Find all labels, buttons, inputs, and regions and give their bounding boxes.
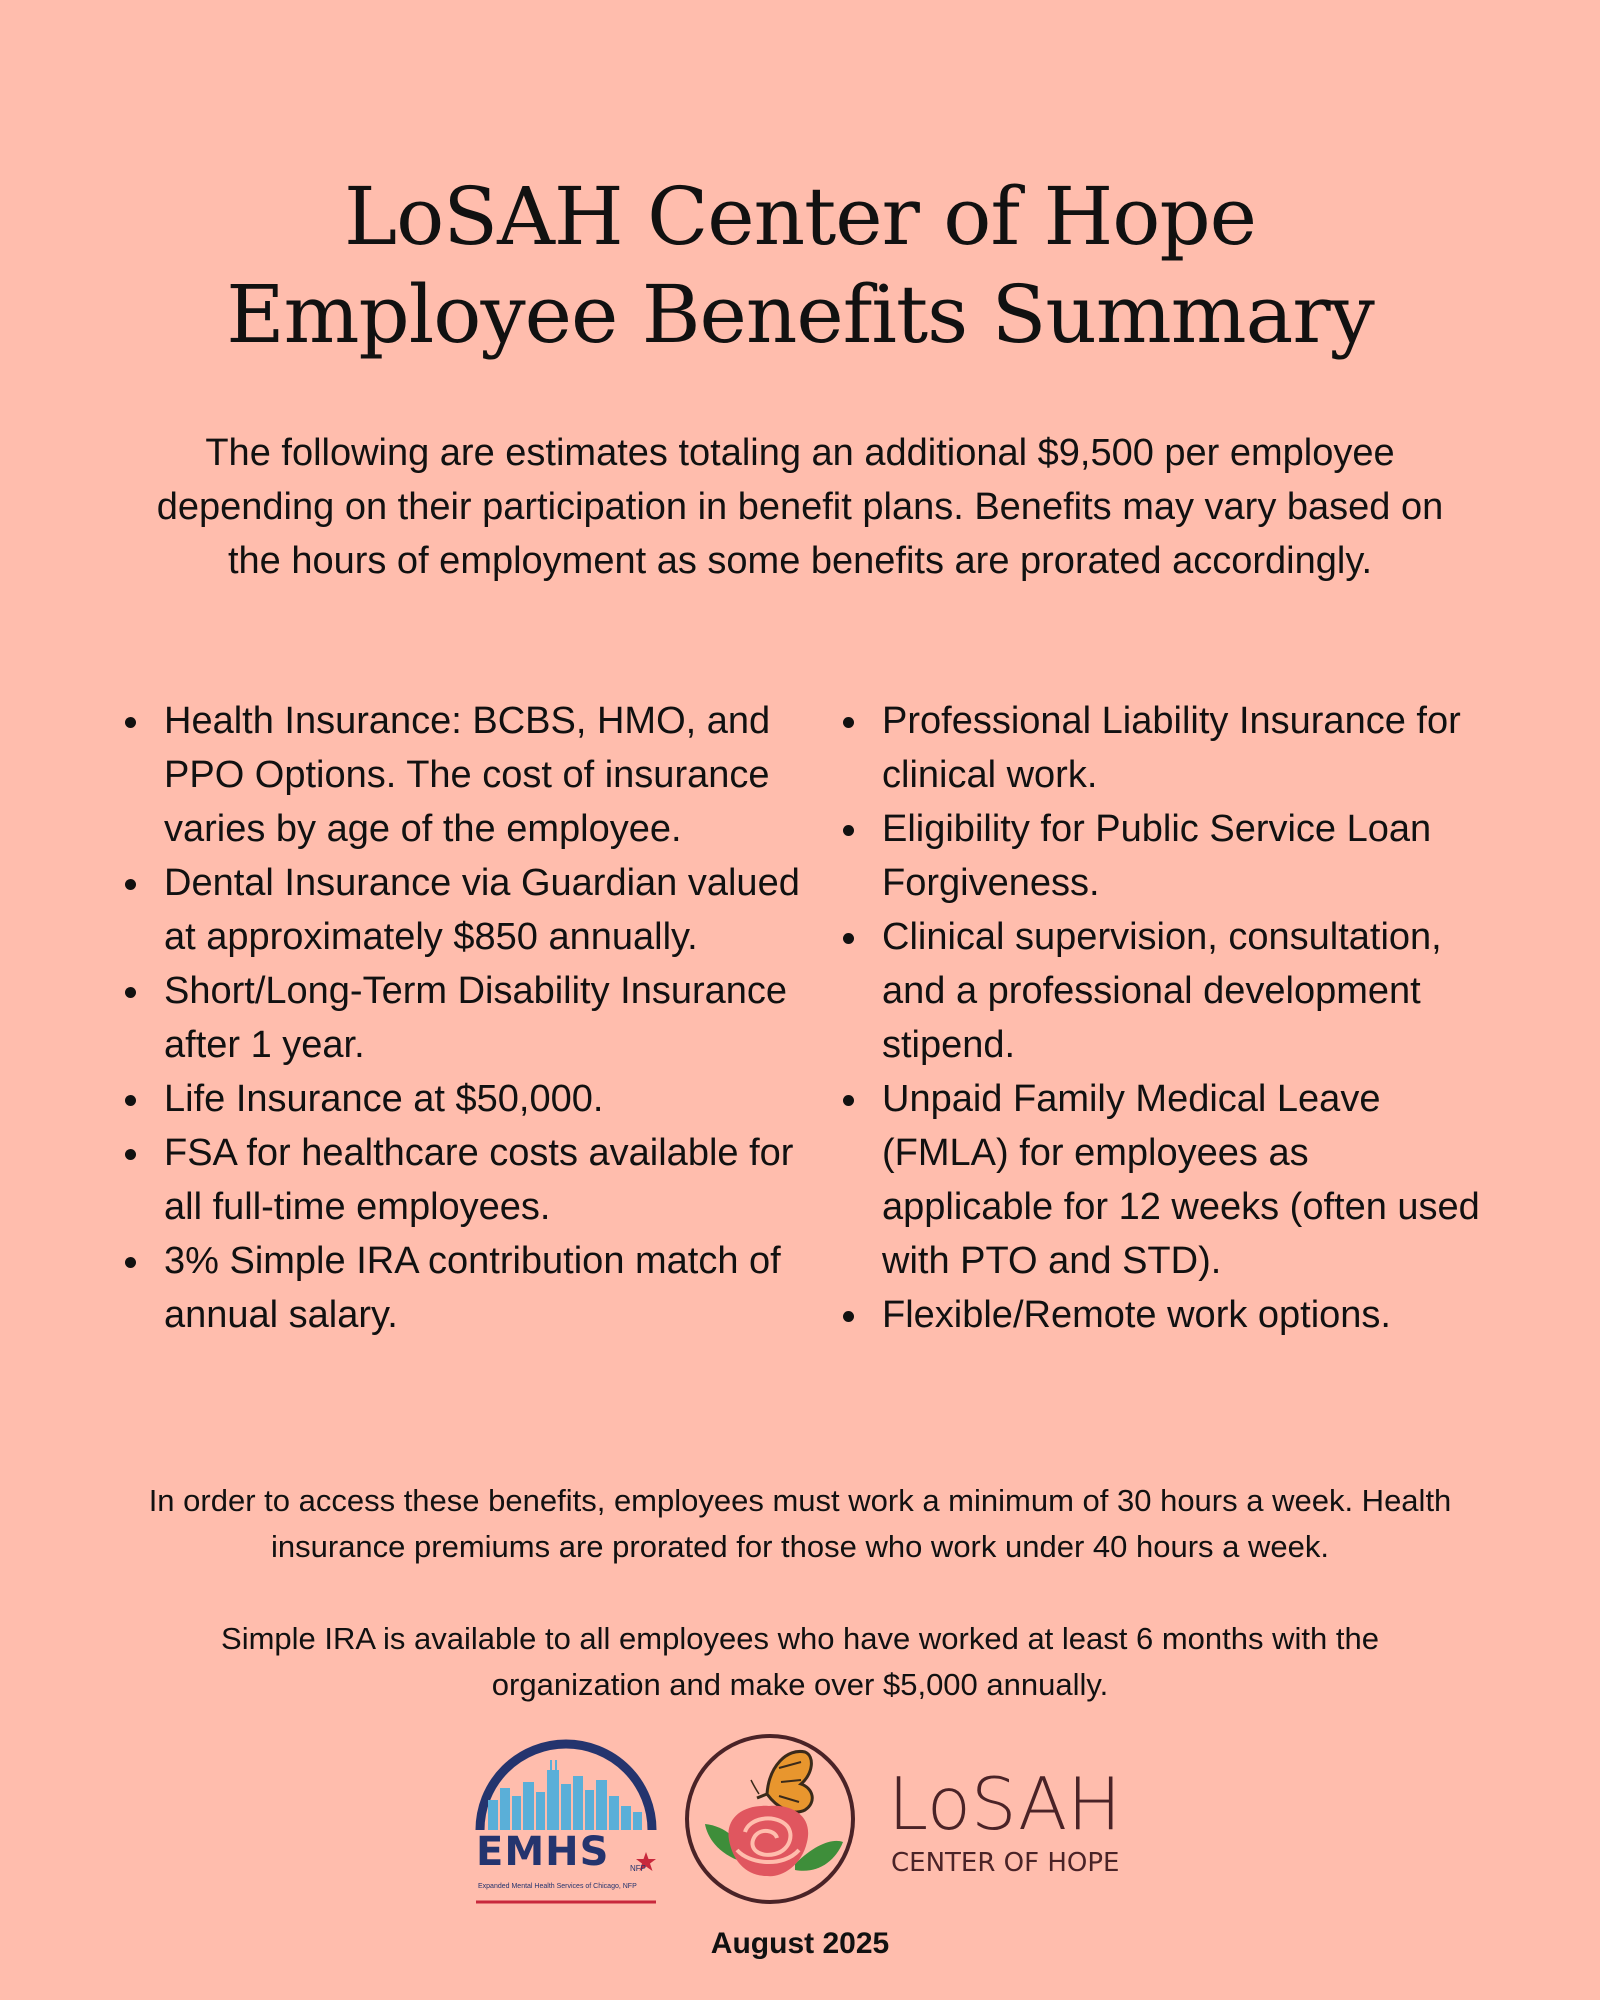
intro-paragraph: The following are estimates totaling an additional $9,500 per employee depending on their participation in benefit plans. Benefits may vary based on the hours of employment as some benefits are prorated accordingly. — [156, 432, 1444, 582]
logo-strip — [0, 1726, 1600, 1916]
eligibility-note: In order to access these benefits, employees must work a minimum of 30 hours a week. Health insurance premiums are prorated for those who work under 40 hours a week. — [148, 1483, 1452, 1564]
title-line-1: LoSAH Center of Hope — [344, 170, 1256, 263]
benefit-liability-insurance: Professional Liability Insurance for clinical work. — [838, 694, 1488, 802]
butterfly-icon — [751, 1751, 812, 1812]
benefit-flexible-work: Flexible/Remote work options. — [838, 1288, 1488, 1342]
losah-subtitle: CENTER OF HOPE — [891, 1848, 1120, 1878]
benefit-dental-insurance: Dental Insurance via Guardian valued at approximately $850 annually. — [120, 856, 810, 964]
emhs-skyline-icon — [488, 1760, 642, 1830]
title-line-2: Employee Benefits Summary — [226, 268, 1374, 361]
benefits-list-left — [120, 694, 810, 1342]
emhs-nfp: NFP — [630, 1864, 646, 1873]
benefit-clinical-supervision: Clinical supervision, consultation, and a professional development stipend. — [838, 910, 1488, 1072]
benefits-list-right — [838, 694, 1488, 1342]
benefit-life-insurance: Life Insurance at $50,000. — [120, 1072, 810, 1126]
document-date: August 2025 — [710, 1927, 890, 1960]
benefit-health-insurance: Health Insurance: BCBS, HMO, and PPO Options. The cost of insurance varies by age of the employee. — [120, 694, 810, 856]
emhs-subtitle: Expanded Mental Health Services of Chicago, NFP — [478, 1883, 637, 1890]
benefit-fmla: Unpaid Family Medical Leave (FMLA) for employees as applicable for 12 weeks (often used with PTO and STD). — [838, 1072, 1488, 1288]
benefit-loan-forgiveness: Eligibility for Public Service Loan Forgiveness. — [838, 802, 1488, 910]
losah-wordmark: LoSAH — [888, 1762, 1122, 1846]
losah-emblem — [683, 1732, 857, 1906]
emhs-wordmark: EMHS — [476, 1829, 610, 1875]
page-title — [0, 168, 1600, 364]
ira-note: Simple IRA is available to all employees who have worked at least 6 months with the organization and make over $5,000 annually. — [221, 1621, 1379, 1702]
benefit-disability-insurance: Short/Long-Term Disability Insurance after 1 year. — [120, 964, 810, 1072]
benefit-fsa: FSA for healthcare costs available for all full-time employees. — [120, 1126, 810, 1234]
benefit-simple-ira: 3% Simple IRA contribution match of annual salary. — [120, 1234, 810, 1342]
